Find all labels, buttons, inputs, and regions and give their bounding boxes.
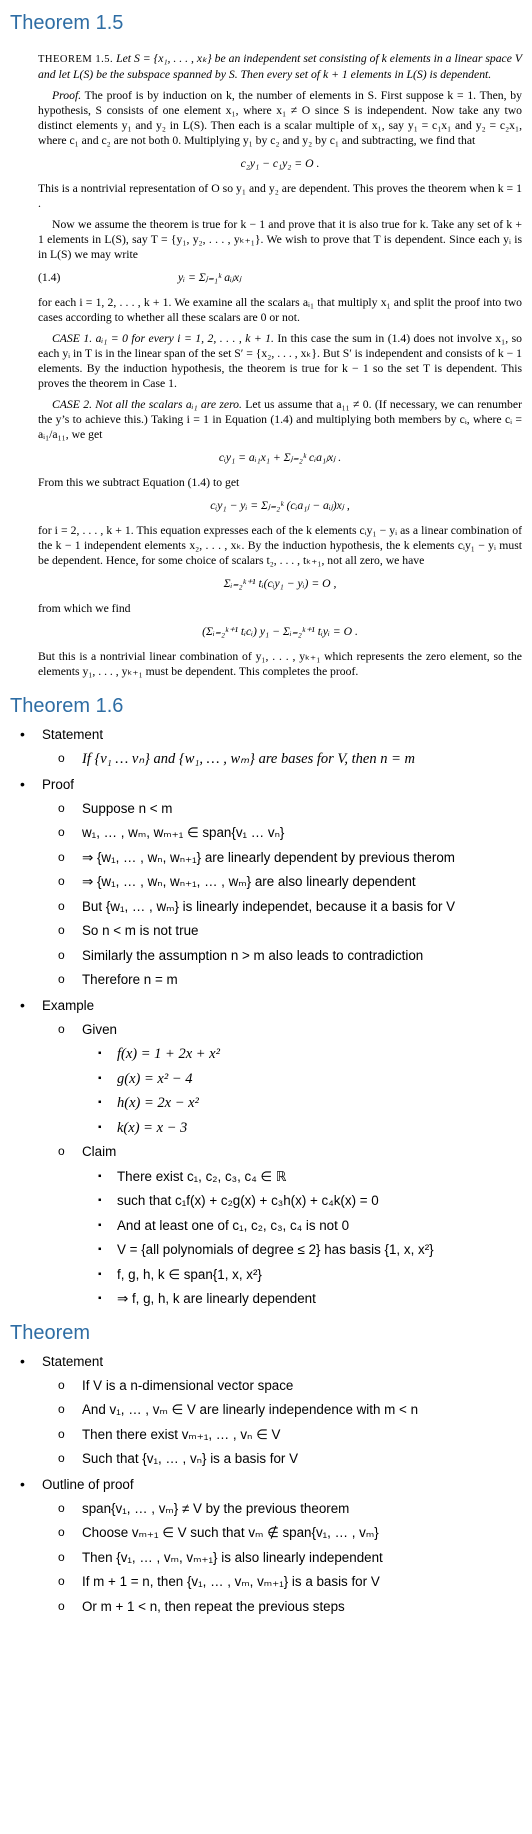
claim-item: ▪ such that c₁f(x) + c₂g(x) + c₃h(x) + c₄k(x) = 0 <box>0 1189 532 1214</box>
proof-text: The proof is by induction on k, the number of elements in S. First suppose k = 1. Then, by hypothesis, S consists of one element x₁, where x₁ ≠ O since S is independent. Now take any two distinct elements y₁ and y₂ in L(S). Then each is a scalar multiple of x₁, say y₁ = c₁x₁ and y₂ = c₂x₁, where c₁ and c₂ are not both 0. Multiplying y₁ by c₂ and y₂ by c₁ and subtracting, we find that <box>38 89 522 147</box>
outline-step: o If m + 1 = n, then {v₁, … , vₘ, vₘ₊₁} is a basis for V <box>0 1570 532 1595</box>
bullet-outline-of-proof: • Outline of proof <box>0 1472 532 1497</box>
proof-step: o But {w₁, … , wₘ} is linearly independet, because it a basis for V <box>0 895 532 920</box>
claim-item: ▪ There exist c₁, c₂, c₃, c₄ ∈ ℝ <box>0 1165 532 1190</box>
bullet-example: • Example <box>0 993 532 1018</box>
outline-step: o span{v₁, … , vₘ} ≠ V by the previous theorem <box>0 1497 532 1522</box>
proof-label: Proof. <box>52 89 82 102</box>
proof-step: o ⇒ {w₁, … , wₙ, wₙ₊₁, … , wₘ} are also linearly dependent <box>0 870 532 895</box>
given-item <box>0 1067 532 1092</box>
given-item <box>0 1042 532 1067</box>
bullet-statement: • Statement <box>0 1349 532 1374</box>
section-heading-theorem-1-6: Theorem 1.6 <box>10 695 124 717</box>
section-heading-theorem: Theorem <box>10 1321 91 1344</box>
theorem-statement <box>38 51 522 82</box>
given-item <box>0 1091 532 1116</box>
theorem-label: THEOREM 1.5. <box>38 54 114 65</box>
given-math: g(x) = x² − 4 <box>117 1070 193 1087</box>
given-math: f(x) = 1 + 2x + x² <box>117 1046 220 1062</box>
equation-1-4 <box>38 270 522 285</box>
given-math: h(x) = 2x − x² <box>117 1095 199 1111</box>
proof-step: o ⇒ {w₁, … , wₙ, wₙ₊₁} are linearly dependent by previous therom <box>0 846 532 871</box>
theorem-text: Let S = {x₁, . . . , xₖ} be an independent set consisting of k elements in a linear space V and let L(S) be the subspace spanned by S. Then every set of k + 1 elements in L(S) is dependent. <box>38 52 523 81</box>
proof-paragraph: From this we subtract Equation (1.4) to get <box>38 476 240 489</box>
given-item <box>0 1116 532 1141</box>
equation-1: c₂y₁ − c₁y₂ = O . <box>240 157 320 170</box>
proof-step: o Therefore n = m <box>0 968 532 993</box>
equation-3: cᵢy₁ = aᵢ₁x₁ + Σⱼ₌₂ᵏ cᵢa₁ⱼxⱼ . <box>218 451 342 464</box>
statement-item: o Such that {v₁, … , vₙ} is a basis for V <box>0 1447 532 1472</box>
statement-item <box>0 747 532 772</box>
proof-paragraph: for i = 2, . . . , k + 1. This equation expresses each of the k elements cᵢy₁ − yᵢ as a linear combination of the k − 1 independent elements x₂, . . . , xₖ. By the induction hypothesis, the k elements cᵢy₁ − yᵢ must be dependent. Hence, for some choice of scalars t₂, . . . , tₖ₊₁, not all zero, we have <box>38 524 522 567</box>
example-claim: o Claim <box>0 1140 532 1165</box>
theorem-1-6-outline <box>0 722 532 1312</box>
case-1-text: In this case the sum in (1.4) does not involve x₁, so each yᵢ in T is in the linear span of the set S′ = {x₂, . . . , xₖ}. But S′ is independent and consists of k − 1 elements. By the induction hypothesis, the theorem is true for k − 1 so the set T is dependent. This proves the theorem in Case 1. <box>38 332 522 390</box>
proof-step: o Suppose n < m <box>0 797 532 822</box>
case-2-paragraph <box>38 397 522 442</box>
proof-paragraph: Now we assume the theorem is true for k − 1 and prove that it is also true for k. Take any set of k + 1 elements in L(S), say T = {y₁, y₂, . . . , yₖ₊₁}. We wish to prove that T is dependent. Since each yᵢ is in L(S) we may write <box>38 218 522 261</box>
scanned-proof-excerpt <box>38 51 522 679</box>
bullet-statement: • Statement <box>0 722 532 747</box>
outline-step: o Then {v₁, … , vₘ, vₘ₊₁} is also linearly independent <box>0 1546 532 1571</box>
proof-step: o So n < m is not true <box>0 919 532 944</box>
proof-paragraph <box>38 88 522 148</box>
case-2-text: Let us assume that a₁₁ ≠ 0. (If necessary, we can renumber the y’s to achieve this.) Taking i = 1 in Equation (1.4) and multiplying both members by cᵢ, where cᵢ = aᵢ₁/a₁₁, we get <box>38 398 522 441</box>
claim-item: ▪ f, g, h, k ∈ span{1, x, x²} <box>0 1263 532 1288</box>
given-math: k(x) = x − 3 <box>117 1119 188 1136</box>
statement-item: o Then there exist vₘ₊₁, … , vₙ ∈ V <box>0 1423 532 1448</box>
claim-item: ▪ And at least one of c₁, c₂, c₃, c₄ is not 0 <box>0 1214 532 1239</box>
theorem-outline <box>0 1349 532 1620</box>
statement-math: If {v₁ … vₙ} and {w₁, … , wₘ} are bases for V, then n = m <box>82 751 415 767</box>
equation-6: (Σᵢ₌₂ᵏ⁺¹ tᵢcᵢ) y₁ − Σᵢ₌₂ᵏ⁺¹ tᵢyᵢ = O . <box>202 625 358 638</box>
claim-item: ▪ V = {all polynomials of degree ≤ 2} has basis {1, x, x²} <box>0 1238 532 1263</box>
proof-step: o Similarly the assumption n > m also leads to contradiction <box>0 944 532 969</box>
case-2-label: CASE 2. Not all the scalars aᵢ₁ are zero. <box>52 398 242 411</box>
bullet-proof: • Proof <box>0 772 532 797</box>
example-given: o Given <box>0 1018 532 1043</box>
proof-paragraph: for each i = 1, 2, . . . , k + 1. We examine all the scalars aᵢ₁ that multiply x₁ and split the proof into two cases according to whether all these scalars are 0 or not. <box>38 296 522 324</box>
claim-item: ▪ ⇒ f, g, h, k are linearly dependent <box>0 1287 532 1312</box>
proof-paragraph: from which we find <box>38 602 131 615</box>
section-heading-theorem-1-5: Theorem 1.5 <box>10 12 124 34</box>
proof-paragraph: But this is a nontrivial linear combination of y₁, . . . , yₖ₊₁ which represents the zero element, so the elements y₁, . . . , yₖ₊₁ must be dependent. This completes the proof. <box>38 650 522 678</box>
equation-4: cᵢy₁ − yᵢ = Σⱼ₌₂ᵏ (cᵢa₁ⱼ − aᵢⱼ)xⱼ , <box>210 499 350 512</box>
outline-step: o Choose vₘ₊₁ ∈ V such that vₘ ∉ span{v₁, … , vₘ} <box>0 1521 532 1546</box>
outline-step: o Or m + 1 < n, then repeat the previous steps <box>0 1595 532 1620</box>
statement-item: o And v₁, … , vₘ ∈ V are linearly independence with m < n <box>0 1398 532 1423</box>
equation-body: yᵢ = Σⱼ₌₁ᵏ aᵢⱼxⱼ <box>178 271 242 284</box>
equation-5: Σᵢ₌₂ᵏ⁺¹ tᵢ(cᵢy₁ − yᵢ) = O , <box>223 577 337 590</box>
proof-step: o w₁, … , wₘ, wₘ₊₁ ∈ span{v₁ … vₙ} <box>0 821 532 846</box>
equation-tag: (1.4) <box>38 271 61 284</box>
proof-paragraph: This is a nontrivial representation of O so y₁ and y₂ are dependent. This proves the theorem when k = 1 . <box>38 182 522 210</box>
case-1-label: CASE 1. aᵢ₁ = 0 for every i = 1, 2, . . . , k + 1. <box>52 332 274 345</box>
statement-item: o If V is a n-dimensional vector space <box>0 1374 532 1399</box>
case-1-paragraph <box>38 331 522 391</box>
